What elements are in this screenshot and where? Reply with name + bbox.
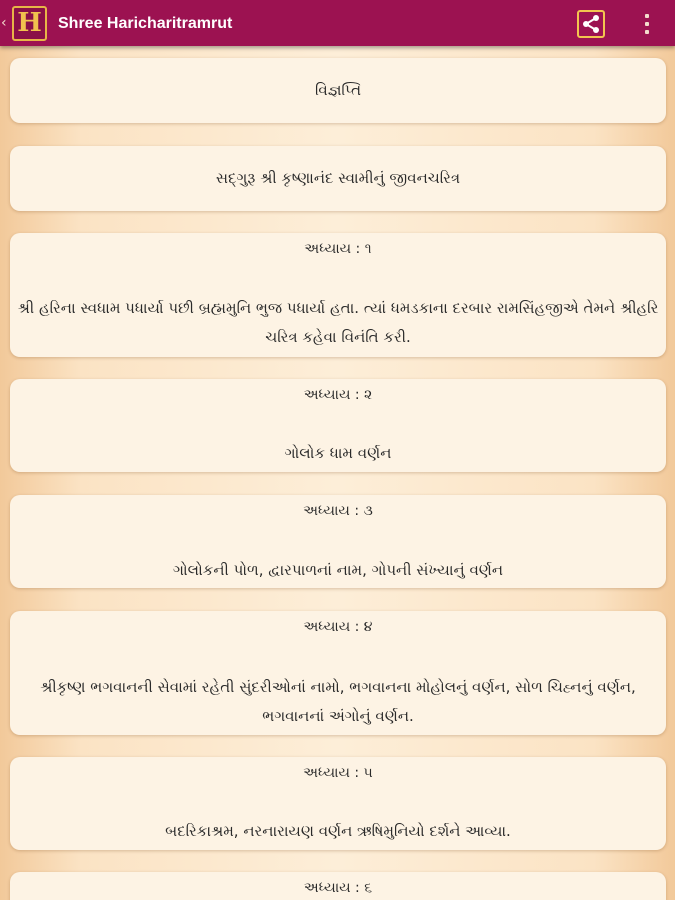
list-item-chapter-6[interactable] (10, 872, 666, 900)
chapter-summary: શ્રી હરિના સ્વધામ પધાર્યા પછી બ્રહ્મમુનિ ભુજ પધાર્યા હતા. ત્યાં ધમડકાના દરબાર રામસિંહજીએ તેમને શ્રીહરિ ચરિત્ર કહેવા વિનંતિ કરી. (17, 299, 659, 346)
list-item-vignapti[interactable] (10, 58, 666, 123)
chapter-summary: બદરિકાશ્રમ, નરનારાયણ વર્ણન ઋષિમુનિયો દર્શને આવ્યા. (165, 822, 511, 840)
chapter-heading: અધ્યાય : ૧ (304, 241, 372, 257)
list-item-chapter-3[interactable] (10, 495, 666, 588)
list-item-chapter-1[interactable] (10, 233, 666, 357)
chapter-heading: અધ્યાય : ૫ (303, 765, 373, 781)
list-item-title: સદ્ગુરૂ શ્રી કૃષ્ણાનંદ સ્વામીનું જીવનચરિત્ર (215, 169, 461, 187)
share-button[interactable] (577, 10, 605, 38)
list-item-title: વિજ્ઞપ્તિ (314, 81, 362, 99)
chapter-summary: શ્રીકૃષ્ણ ભગવાનની સેવામાં રહેતી સુંદરીઓનાં નામો, ભગવાનના મોહોલનું વર્ણન, સોળ ચિહ્નનું વર્ણન, ભગવાનનાં અંગોનું વર્ણન. (40, 678, 636, 725)
overflow-menu-icon[interactable] (637, 10, 657, 38)
chapter-summary: ગોલોકની પોળ, દ્વારપાળનાં નામ, ગોપની સંખ્યાનું વર્ણન (172, 561, 504, 579)
chapter-summary: ગોલોક ધામ વર્ણન (284, 444, 392, 462)
list-item-chapter-4[interactable] (10, 611, 666, 735)
chapter-heading: અધ્યાય : ૩ (303, 503, 373, 519)
app-bar (0, 0, 675, 46)
back-icon[interactable]: ‹ (1, 15, 7, 31)
list-item-biography[interactable] (10, 146, 666, 211)
chapter-heading: અધ્યાય : ૪ (303, 619, 373, 635)
app-title: Shree Haricharitramrut (58, 15, 233, 32)
chapter-heading: અધ્યાય : ૨ (303, 387, 373, 403)
app-logo-icon[interactable]: H (12, 6, 47, 41)
list-item-chapter-2[interactable] (10, 379, 666, 472)
share-icon (579, 12, 603, 36)
list-item-chapter-5[interactable] (10, 757, 666, 850)
chapter-heading: અધ્યાય : ૬ (303, 880, 373, 896)
